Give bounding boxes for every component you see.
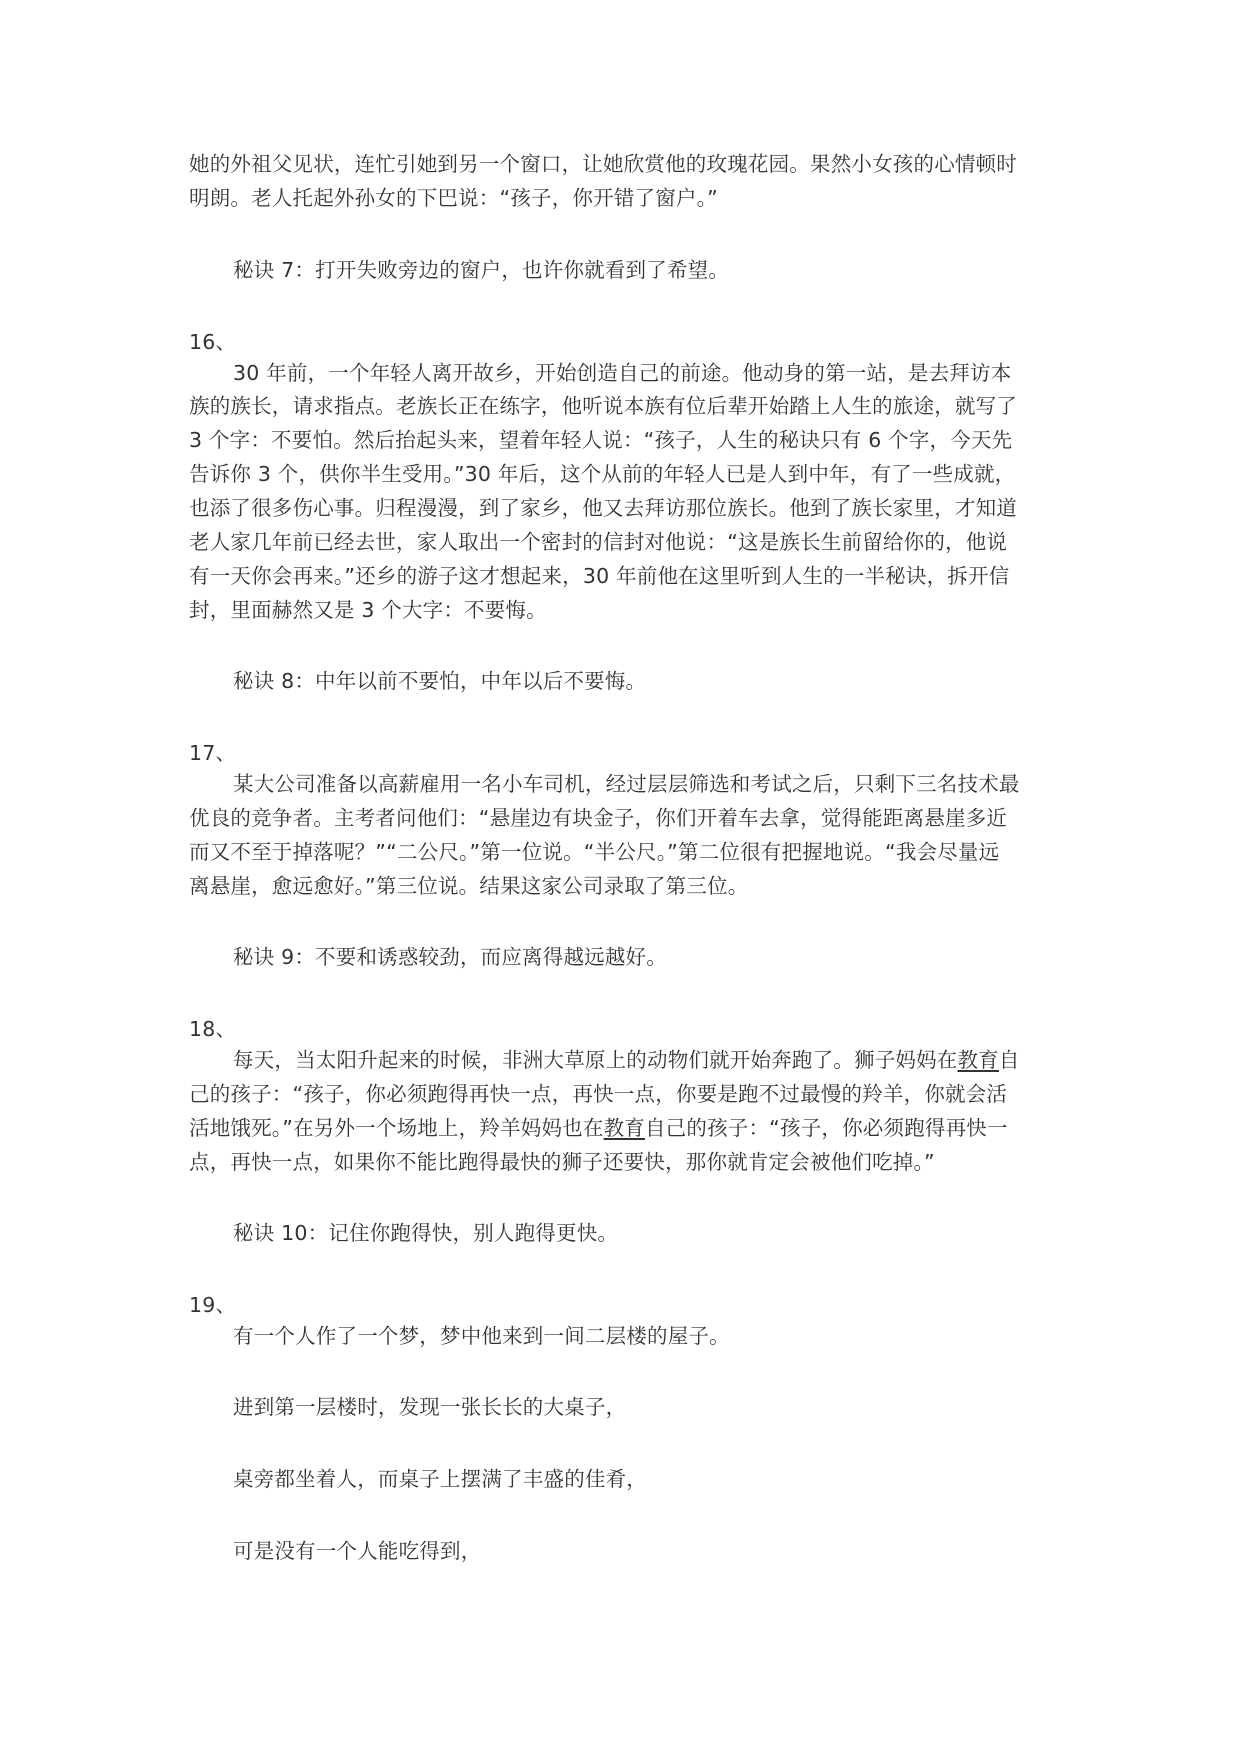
paragraph-line: 3 个字：不要怕。然后抬起头来，望着年轻人说：“孩子，人生的秘诀只有 6 个字，今天先: [189, 428, 1013, 452]
secret-7: 秘诀 7：打开失败旁边的窗户，也许你就看到了希望。: [233, 258, 730, 282]
paragraph-line: 点，再快一点，如果你不能比跑得最快的狮子还要快，那你就肯定会被他们吃掉。”: [189, 1150, 935, 1174]
paragraph-line: 桌旁都坐着人，而桌子上摆满了丰盛的佳肴，: [233, 1467, 647, 1491]
paragraph-line: 优良的竞争者。主考者问他们：“悬崖边有块金子，你们开着车去拿，觉得能距离悬崖多近: [189, 806, 1008, 830]
secret-8: 秘诀 8：中年以前不要怕，中年以后不要悔。: [233, 669, 647, 693]
text-segment: 活地饿死。”在另外一个场地上，羚羊妈妈也在: [189, 1116, 604, 1140]
paragraph-line: [233, 1048, 1020, 1072]
text-segment: 自: [998, 1048, 1020, 1072]
section-number-19: 19、: [189, 1293, 237, 1317]
paragraph-line: 族的族长，请求指点。老族长正在练字，他听说本族有位后辈开始踏上人生的旅途，就写了: [189, 394, 1017, 418]
paragraph-line: 而又不至于掉落呢？”“二公尺。”第一位说。“半公尺。”第二位很有把握地说。“我会尽量远: [189, 840, 1000, 864]
paragraph-line: 己的孩子：“孩子，你必须跑得再快一点，再快一点，你要是跑不过最慢的羚羊，你就会活: [189, 1082, 1008, 1106]
paragraph-line: 有一个人作了一个梦，梦中他来到一间二层楼的屋子。: [233, 1324, 730, 1348]
paragraph-line: 明朗。老人托起外孙女的下巴说：“孩子，你开错了窗户。”: [189, 186, 718, 210]
paragraph-line: 老人家几年前已经去世，家人取出一个密封的信封对他说：“这是族长生前留给你的，他说: [189, 530, 1008, 554]
paragraph-line: 也添了很多伤心事。归程漫漫，到了家乡，他又去拜访那位族长。他到了族长家里，才知道: [189, 496, 1017, 520]
education-link[interactable]: 教育: [603, 1116, 645, 1140]
text-segment: 每天，当太阳升起来的时候，非洲大草原上的动物们就开始奔跑了。狮子妈妈在: [233, 1048, 958, 1072]
paragraph-line: 离悬崖，愈远愈好。”第三位说。结果这家公司录取了第三位。: [189, 874, 749, 898]
paragraph-line: 她的外祖父见状，连忙引她到另一个窗口，让她欣赏他的玫瑰花园。果然小女孩的心情顿时: [189, 152, 1017, 176]
paragraph-line: 告诉你 3 个，供你半生受用。”30 年后，这个从前的年轻人已是人到中年，有了一些成就，: [189, 462, 1016, 486]
secret-9: 秘诀 9：不要和诱惑较劲，而应离得越远越好。: [233, 945, 667, 969]
text-segment: 自己的孩子：“孩子，你必须跑得再快一: [644, 1116, 1008, 1140]
secret-10: 秘诀 10：记住你跑得快，别人跑得更快。: [233, 1221, 619, 1245]
section-number-16: 16、: [189, 330, 237, 354]
paragraph-line: 30 年前，一个年轻人离开故乡，开始创造自己的前途。他动身的第一站，是去拜访本: [233, 361, 1012, 385]
paragraph-line: 可是没有一个人能吃得到，: [233, 1539, 482, 1563]
paragraph-line: 封，里面赫然又是 3 个大字：不要悔。: [189, 598, 547, 622]
section-number-17: 17、: [189, 741, 237, 765]
section-number-18: 18、: [189, 1017, 237, 1041]
paragraph-line: 某大公司准备以高薪雇用一名小车司机，经过层层筛选和考试之后，只剩下三名技术最: [233, 772, 1020, 796]
paragraph-line: [189, 1116, 1008, 1140]
paragraph-line: 有一天你会再来。”还乡的游子这才想起来，30 年前他在这里听到人生的一半秘诀，拆开信: [189, 564, 1010, 588]
education-link[interactable]: 教育: [957, 1048, 999, 1072]
paragraph-line: 进到第一层楼时，发现一张长长的大桌子，: [233, 1395, 627, 1419]
